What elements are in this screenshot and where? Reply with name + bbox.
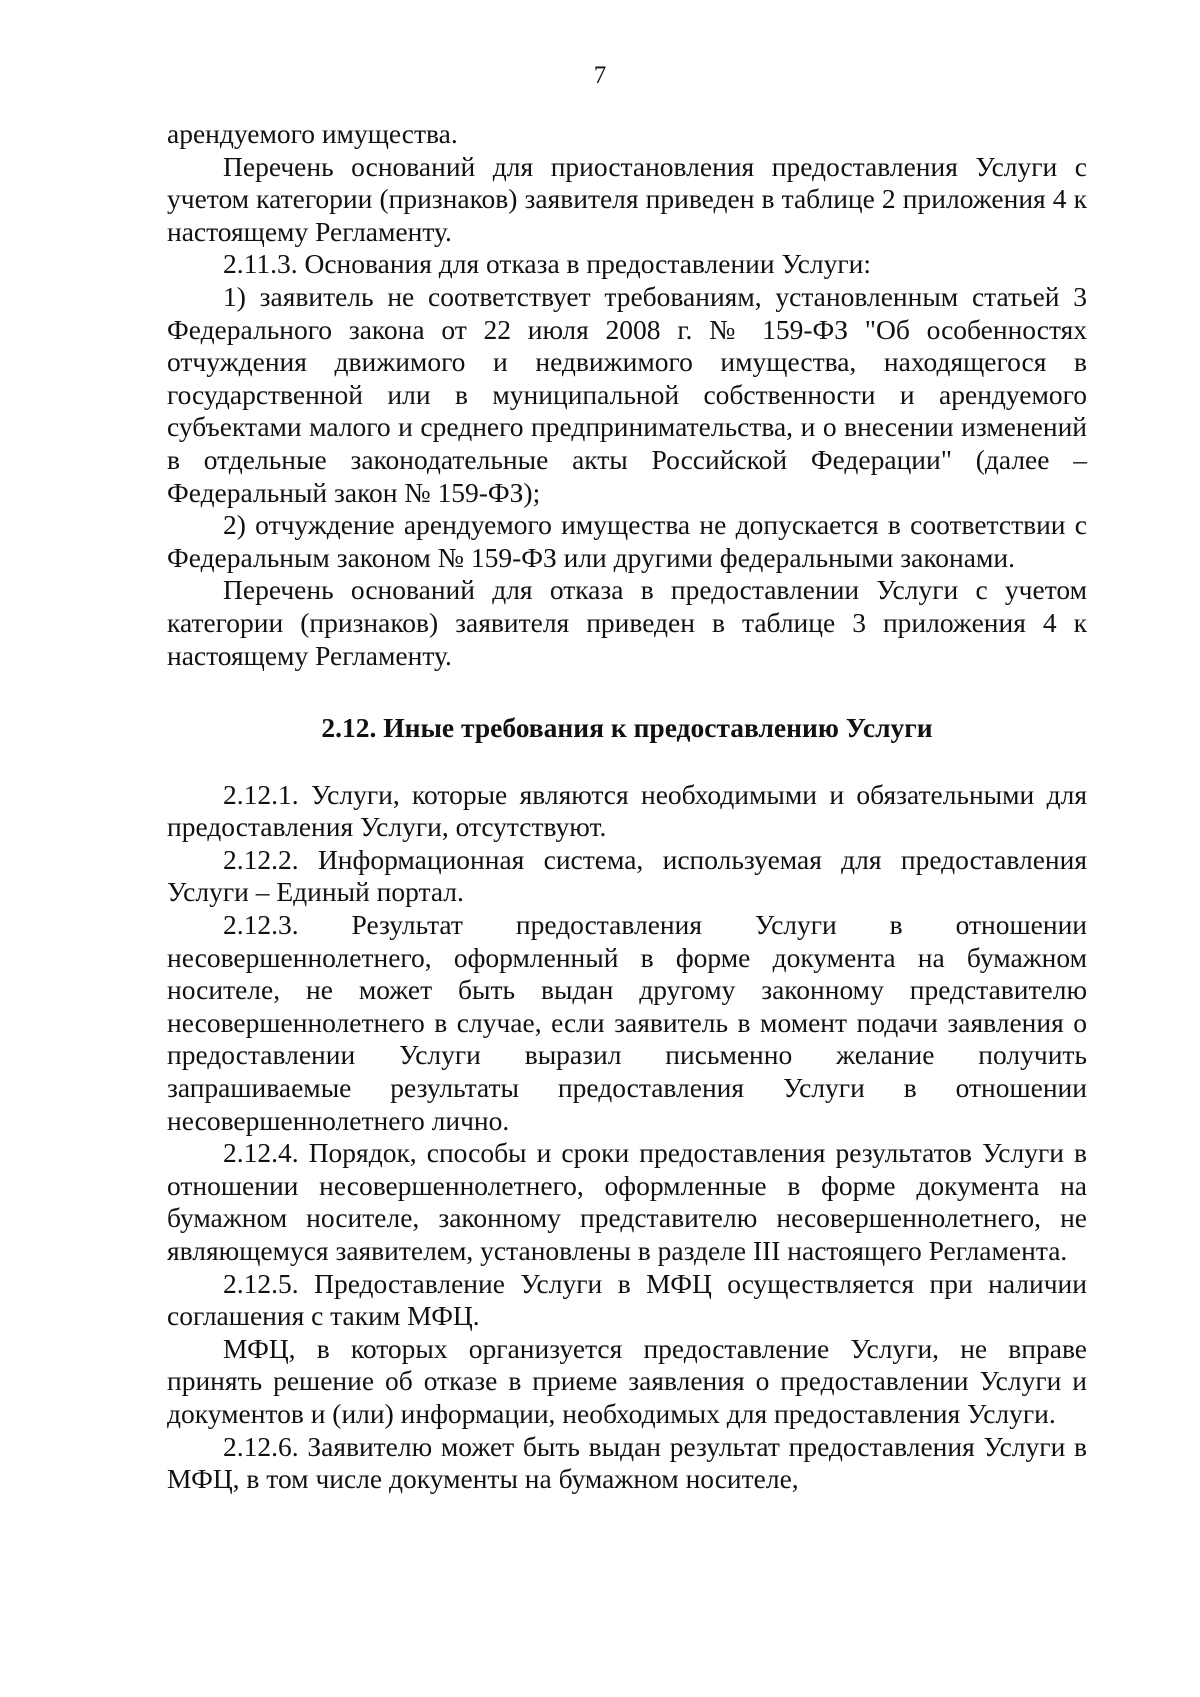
paragraph: 2) отчуждение арендуемого имущества не допускается в соответствии с Федеральным законом № 159-ФЗ или другими федеральными законами.	[167, 509, 1087, 573]
paragraph: МФЦ, в которых организуется предоставление Услуги, не вправе принять решение об отказе в приеме заявления о предоставлении Услуги и документов и (или) информации, необходимых для предоставления Услуги.	[167, 1332, 1087, 1429]
paragraph: 2.12.4. Порядок, способы и сроки предоставления результатов Услуги в отношении несовершеннолетнего, оформленные в форме документа на бумажном носителе, законному представителю несовершеннолетнего, не являющемуся заявителем, установлены в разделе III настоящего Регламента.	[167, 1137, 1087, 1266]
paragraph: 2.12.5. Предоставление Услуги в МФЦ осуществляется при наличии соглашения с таким МФЦ.	[167, 1267, 1087, 1332]
document-body	[167, 118, 1087, 1496]
paragraph: 2.12.6. Заявителю может быть выдан результат предоставления Услуги в МФЦ, в том числе документы на бумажном носителе,	[167, 1430, 1087, 1495]
paragraph: 2.11.3. Основания для отказа в предоставлении Услуги:	[223, 248, 871, 280]
paragraph: 1) заявитель не соответствует требованиям, установленным статьей 3 Федерального закона от 22 июля 2008 г. № 159-ФЗ "Об особенностях отчуждения движимого и недвижимого имущества, находящегося в государственной или в муниципальной собственности и арендуемого субъектами малого и среднего предпринимательства, и о внесении изменений в отдельные законодательные акты Российской Федерации" (далее – Федеральный закон № 159-ФЗ);	[167, 280, 1087, 508]
paragraph: Перечень оснований для отказа в предоставлении Услуги с учетом категории (признаков) заявителя приведен в таблице 3 приложения 4 к настоящему Регламенту.	[167, 574, 1087, 671]
paragraph: Перечень оснований для приостановления предоставления Услуги с учетом категории (признаков) заявителя приведен в таблице 2 приложения 4 к настоящему Регламенту.	[167, 150, 1087, 247]
paragraph-continuation: арендуемого имущества.	[167, 118, 458, 149]
paragraph: 2.12.3. Результат предоставления Услуги в отношении несовершеннолетнего, оформленный в форме документа на бумажном носителе, не может быть выдан другому законному представителю несовершеннолетнего в случае, если заявитель в момент подачи заявления о предоставлении Услуги выразил письменно желание получить запрашиваемые результаты предоставления Услуги в отношении несовершеннолетнего лично.	[167, 909, 1087, 1136]
paragraph: 2.12.1. Услуги, которые являются необходимыми и обязательными для предоставления Услуги, отсутствуют.	[167, 778, 1087, 843]
paragraph: 2.12.2. Информационная система, используемая для предоставления Услуги – Единый портал.	[167, 843, 1087, 908]
page-number: 7	[593, 62, 607, 89]
section-heading: 2.12. Иные требования к предоставлению Услуги	[321, 712, 933, 744]
